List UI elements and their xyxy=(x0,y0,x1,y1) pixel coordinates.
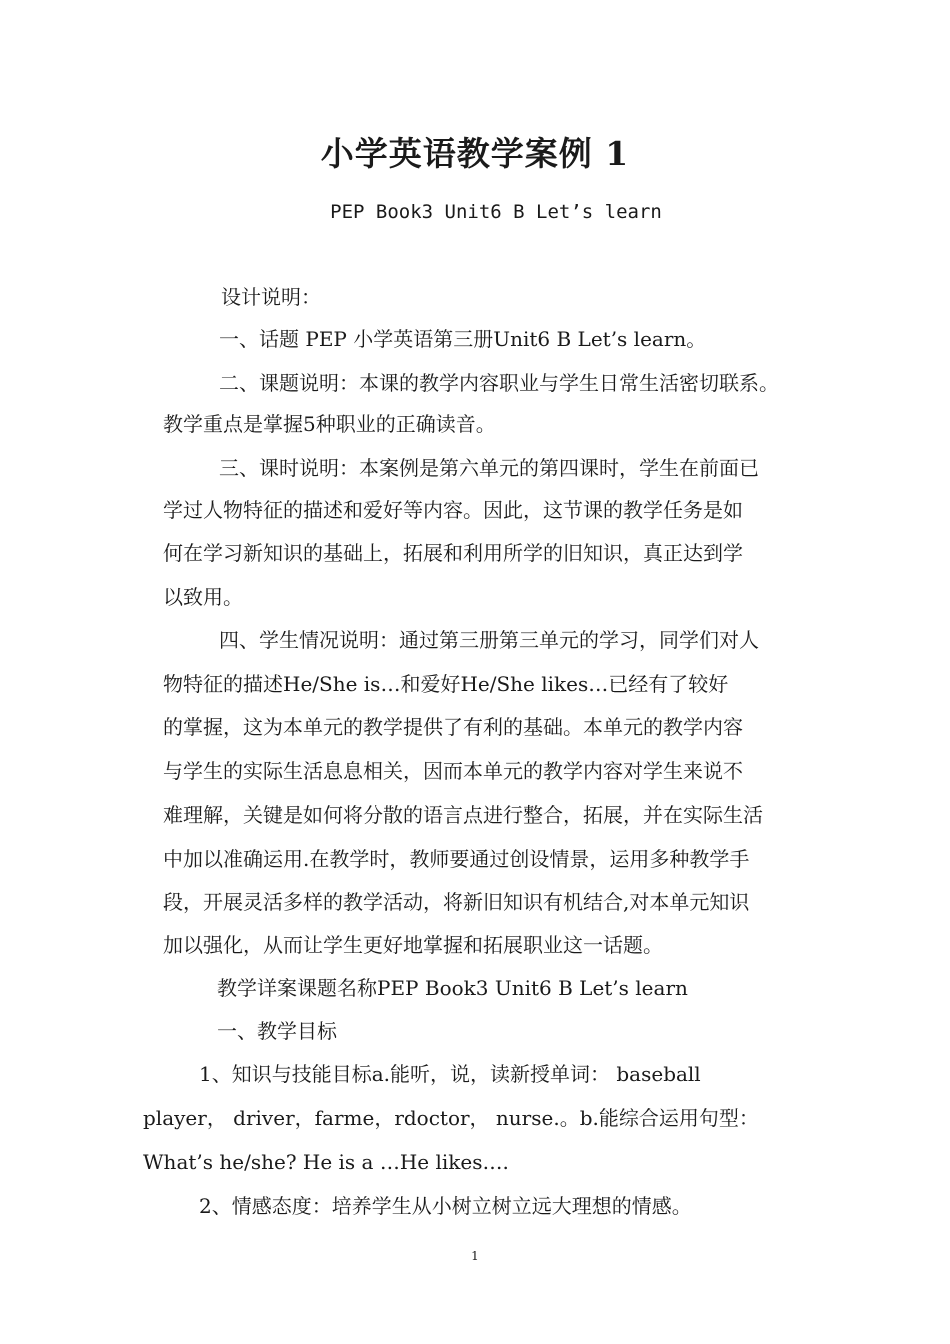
text-line: 设计说明： xyxy=(221,285,321,309)
text-line: 2、情感态度：培养学生从小树立树立远大理想的情感。 xyxy=(199,1194,692,1218)
document-subtitle: PEP Book3 Unit6 B Let’s learn xyxy=(330,201,662,223)
text-line: 教学详案课题名称PEP Book3 Unit6 B Let’s learn xyxy=(217,976,688,1000)
text-line: 何在学习新知识的基础上，拓展和利用所学的旧知识，真正达到学 xyxy=(163,541,743,565)
text-line: 教学重点是掌握5种职业的正确读音。 xyxy=(163,412,496,436)
text-line: 二、课题说明：本课的教学内容职业与学生日常生活密切联系。 xyxy=(219,371,779,395)
text-line: 段，开展灵活多样的教学活动，将新旧知识有机结合,对本单元知识 xyxy=(163,890,750,914)
text-line: 与学生的实际生活息息相关，因而本单元的教学内容对学生来说不 xyxy=(163,759,743,783)
text-line: 1、知识与技能目标a.能听，说，读新授单词： baseball xyxy=(199,1062,701,1086)
text-line: 四、学生情况说明：通过第三册第三单元的学习，同学们对人 xyxy=(219,628,759,652)
text-line: 的掌握，这为本单元的教学提供了有利的基础。本单元的教学内容 xyxy=(163,715,743,739)
text-line: player， driver，farme，rdoctor， nurse.。b.能综合运用句型： xyxy=(143,1106,759,1130)
text-line: 一、教学目标 xyxy=(217,1019,337,1043)
text-line: 加以强化，从而让学生更好地掌握和拓展职业这一话题。 xyxy=(163,933,663,957)
text-line: 以致用。 xyxy=(163,585,243,609)
text-line: 中加以准确运用.在教学时，教师要通过创设情景，运用多种教学手 xyxy=(163,847,750,871)
page-number: 1 xyxy=(471,1249,479,1263)
text-line: What’s he/she? He is a …He likes…. xyxy=(143,1150,509,1174)
text-line: 一、话题 PEP 小学英语第三册Unit6 B Let’s learn。 xyxy=(219,327,707,351)
text-line: 物特征的描述He/She is…和爱好He/She likes…已经有了较好 xyxy=(163,672,729,696)
text-line: 难理解，关键是如何将分散的语言点进行整合，拓展，并在实际生活 xyxy=(163,803,763,827)
text-line: 学过人物特征的描述和爱好等内容。因此，这节课的教学任务是如 xyxy=(163,498,743,522)
document-title: 小学英语教学案例 1 xyxy=(320,134,630,173)
text-line: 三、课时说明：本案例是第六单元的第四课时，学生在前面已 xyxy=(219,456,759,480)
